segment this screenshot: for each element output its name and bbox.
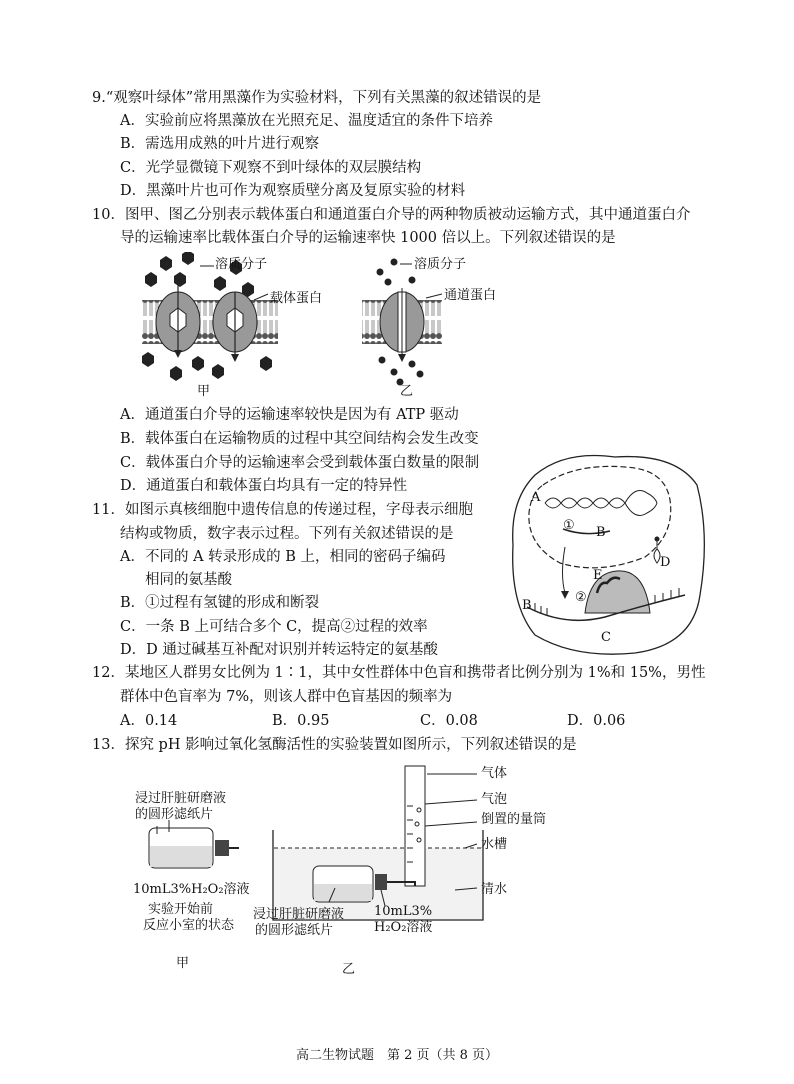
q10-option-a: A．通道蛋白介导的运输速率较快是因为有 ATP 驱动 xyxy=(120,407,459,423)
q9-option-c: C．光学显微镜下观察不到叶绿体的双层膜结构 xyxy=(120,160,422,176)
figure-yi-label: 乙 xyxy=(400,384,414,399)
q9-stem: 9.“观察叶绿体”常用黑藻作为实验材料，下列有关黑藻的叙述错误的是 xyxy=(92,90,542,106)
reaction-chamber-jia xyxy=(149,826,239,868)
transport-protein-figure xyxy=(130,252,530,402)
bubble-label: 气泡 xyxy=(481,792,508,807)
label-b-cytoplasm: B xyxy=(522,598,532,613)
q10-option-b: B．载体蛋白在运输物质的过程中其空间结构会发生改变 xyxy=(120,431,479,447)
label-process-2: ② xyxy=(575,590,587,605)
q9-option-b: B．需选用成熟的叶片进行观察 xyxy=(120,136,320,152)
jia-state-label-2: 反应小室的状态 xyxy=(143,918,235,933)
channel-protein-label: 通道蛋白 xyxy=(444,288,497,303)
yi-solution-label-1: 10mL3% xyxy=(374,904,433,919)
q11-option-a-cont: 相同的氨基酸 xyxy=(145,572,232,588)
q11-option-b: B．①过程有氢键的形成和断裂 xyxy=(120,595,320,611)
cylinder-label: 倒置的量筒 xyxy=(481,812,547,827)
q12-option-d: D．0.06 xyxy=(567,713,626,729)
jia-state-label-1: 实验开始前 xyxy=(148,902,214,917)
water-label: 清水 xyxy=(481,882,508,897)
label-c: C xyxy=(601,630,611,645)
jia-paper-label-2: 的圆形滤纸片 xyxy=(135,807,214,822)
yi-paper-label-1: 浸过肝脏研磨液 xyxy=(253,907,345,922)
figure-jia-label-13: 甲 xyxy=(176,956,190,971)
q9-option-d: D．黑藻叶片也可作为观察质壁分离及复原实验的材料 xyxy=(120,183,466,199)
q11-stem-line1: 11．如图示真核细胞中遗传信息的传递过程，字母表示细胞 xyxy=(92,502,473,518)
q10-option-d: D．通道蛋白和载体蛋白均具有一定的特异性 xyxy=(120,478,408,494)
q11-option-d: D．D 通过碱基互补配对识别并转运特定的氨基酸 xyxy=(120,642,438,658)
q11-option-c: C．一条 B 上可结合多个 C，提高②过程的效率 xyxy=(120,619,428,635)
yi-paper-label-2: 的圆形滤纸片 xyxy=(255,923,334,938)
carrier-protein-label: 载体蛋白 xyxy=(270,291,323,306)
label-d: D xyxy=(660,555,671,570)
q10-stem-line1: 10．图甲、图乙分别表示载体蛋白和通道蛋白介导的两种物质被动运输方式，其中通道蛋白介 xyxy=(92,207,691,223)
q10-option-c: C．载体蛋白介导的运输速率会受到载体蛋白数量的限制 xyxy=(120,455,480,471)
q12-option-c: C．0.08 xyxy=(420,713,478,729)
tank-label: 水槽 xyxy=(481,837,508,852)
jia-paper-label-1: 浸过肝脏研磨液 xyxy=(135,791,227,806)
label-a: A xyxy=(531,490,541,505)
jia-solution-label: 10mL3%H₂O₂溶液 xyxy=(133,882,250,897)
q12-option-a: A．0.14 xyxy=(120,713,178,729)
label-e: E xyxy=(593,568,603,583)
solute-label-left: 溶质分子 xyxy=(215,257,268,272)
figure-yi-label-13: 乙 xyxy=(342,962,356,977)
yi-solution-label-2: H₂O₂溶液 xyxy=(374,920,433,935)
q11-stem-line2: 结构或物质，数字表示过程。下列有关叙述错误的是 xyxy=(120,526,454,542)
q12-stem-line1: 12．某地区人群男女比例为 1∶1，其中女性群体中色盲和携带者比例分别为 1%和 15%，男性 xyxy=(92,665,706,681)
q12-stem-line2: 群体中色盲率为 7%，则该人群中色盲基因的频率为 xyxy=(120,689,453,705)
dna-helix xyxy=(545,491,657,516)
q12-option-b: B．0.95 xyxy=(272,713,330,729)
solute-label-right: 溶质分子 xyxy=(414,257,467,272)
q11-option-a: A．不同的 A 转录形成的 B 上，相同的密码子编码 xyxy=(120,549,446,565)
label-b-nucleus: B xyxy=(596,525,606,540)
label-process-1: ① xyxy=(563,518,575,533)
gas-label: 气体 xyxy=(481,766,508,781)
nucleus xyxy=(529,466,671,567)
q9-option-a: A．实验前应将黑藻放在光照充足、温度适宜的条件下培养 xyxy=(120,113,493,129)
q10-stem-line2: 导的运输速率比载体蛋白介导的运输速率快 1000 倍以上。下列叙述错误的是 xyxy=(120,230,616,246)
cell-membrane xyxy=(513,455,705,654)
page-footer: 高二生物试题 第 2 页（共 8 页） xyxy=(295,1048,499,1063)
inverted-cylinder xyxy=(405,766,425,886)
q13-stem: 13．探究 pH 影响过氧化氢酶活性的实验装置如图所示，下列叙述错误的是 xyxy=(92,737,577,753)
figure-jia-label: 甲 xyxy=(197,384,211,399)
